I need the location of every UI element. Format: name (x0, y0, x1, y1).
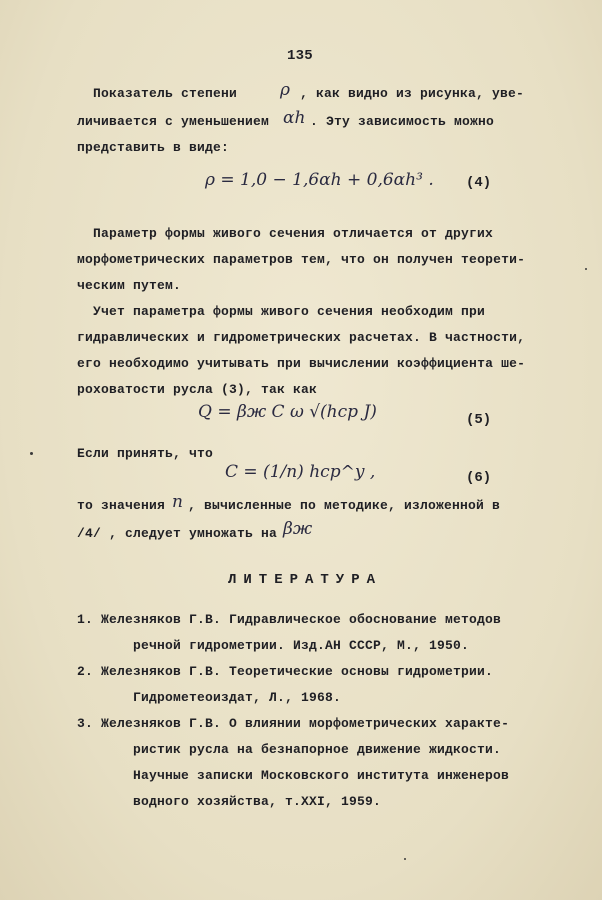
para2-line3: ческим путем. (77, 278, 182, 293)
equation-5: Q = βж C ω √(hср J) (198, 402, 377, 422)
para1-line1-start: Показатель степени (93, 86, 238, 101)
ref-3-line1: Железняков Г.В. О влиянии морфометрических характе- (101, 716, 510, 731)
para3-line3: его необходимо учитывать при вычислении коэффициента ше- (77, 356, 526, 371)
para1-line2-end: . Эту зависимость можно (310, 114, 495, 129)
page-number: 135 (287, 48, 313, 64)
equation-5-number: (5) (466, 412, 492, 428)
rho-symbol: ρ (280, 80, 290, 100)
ref-1-number: 1. (77, 612, 94, 627)
equation-6-number: (6) (466, 470, 492, 486)
equation-4: ρ = 1,0 − 1,6αh + 0,6αh³ . (205, 170, 434, 190)
para4-line1: Если принять, что (77, 446, 214, 461)
para3-line1: Учет параметра формы живого сечения необходим при (93, 304, 486, 319)
para3-line2: гидравлических и гидрометрических расчетах. В частности, (77, 330, 526, 345)
ref-2-number: 2. (77, 664, 94, 679)
ref-1-line2: речной гидрометрии. Изд.АН СССР, М., 1950. (133, 638, 470, 653)
ref-2-line1: Железняков Г.В. Теоретические основы гидрометрии. (101, 664, 494, 679)
para1-line1-end: , как видно из рисунка, уве- (300, 86, 525, 101)
equation-4-number: (4) (466, 175, 492, 191)
ref-3-line2: ристик русла на безнапорное движение жидкости. (133, 742, 502, 757)
para5-line2: /4/ , следует умножать на (77, 526, 278, 541)
para5-line1-end: , вычисленные по методике, изложенной в (188, 498, 501, 513)
n-symbol: n (172, 492, 183, 512)
ref-2-line2: Гидрометеоиздат, Л., 1968. (133, 690, 342, 705)
literature-title: ЛИТЕРАТУРА (228, 572, 383, 588)
para2-line2: морфометрических параметров тем, что он получен теорети- (77, 252, 526, 267)
scan-speck (30, 452, 33, 455)
ref-1-line1: Железняков Г.В. Гидравлическое обоснование методов (101, 612, 502, 627)
para2-line1: Параметр формы живого сечения отличается от других (93, 226, 494, 241)
ref-3-number: 3. (77, 716, 94, 731)
scan-speck (585, 268, 587, 270)
ref-3-line3: Научные записки Московского института инженеров (133, 768, 510, 783)
para3-line4: роховатости русла (3), так как (77, 382, 318, 397)
ref-3-line4: водного хозяйства, т.XXI, 1959. (133, 794, 382, 809)
para1-line2-start: личивается с уменьшением (77, 114, 270, 129)
scan-speck (404, 858, 406, 860)
equation-6: C = (1/n) hср^y , (225, 462, 376, 482)
para5-line1-start: то значения (77, 498, 166, 513)
alpha-h-symbol: αh (283, 108, 306, 128)
beta-symbol: βж (283, 519, 313, 539)
para1-line3: представить в виде: (77, 140, 230, 155)
